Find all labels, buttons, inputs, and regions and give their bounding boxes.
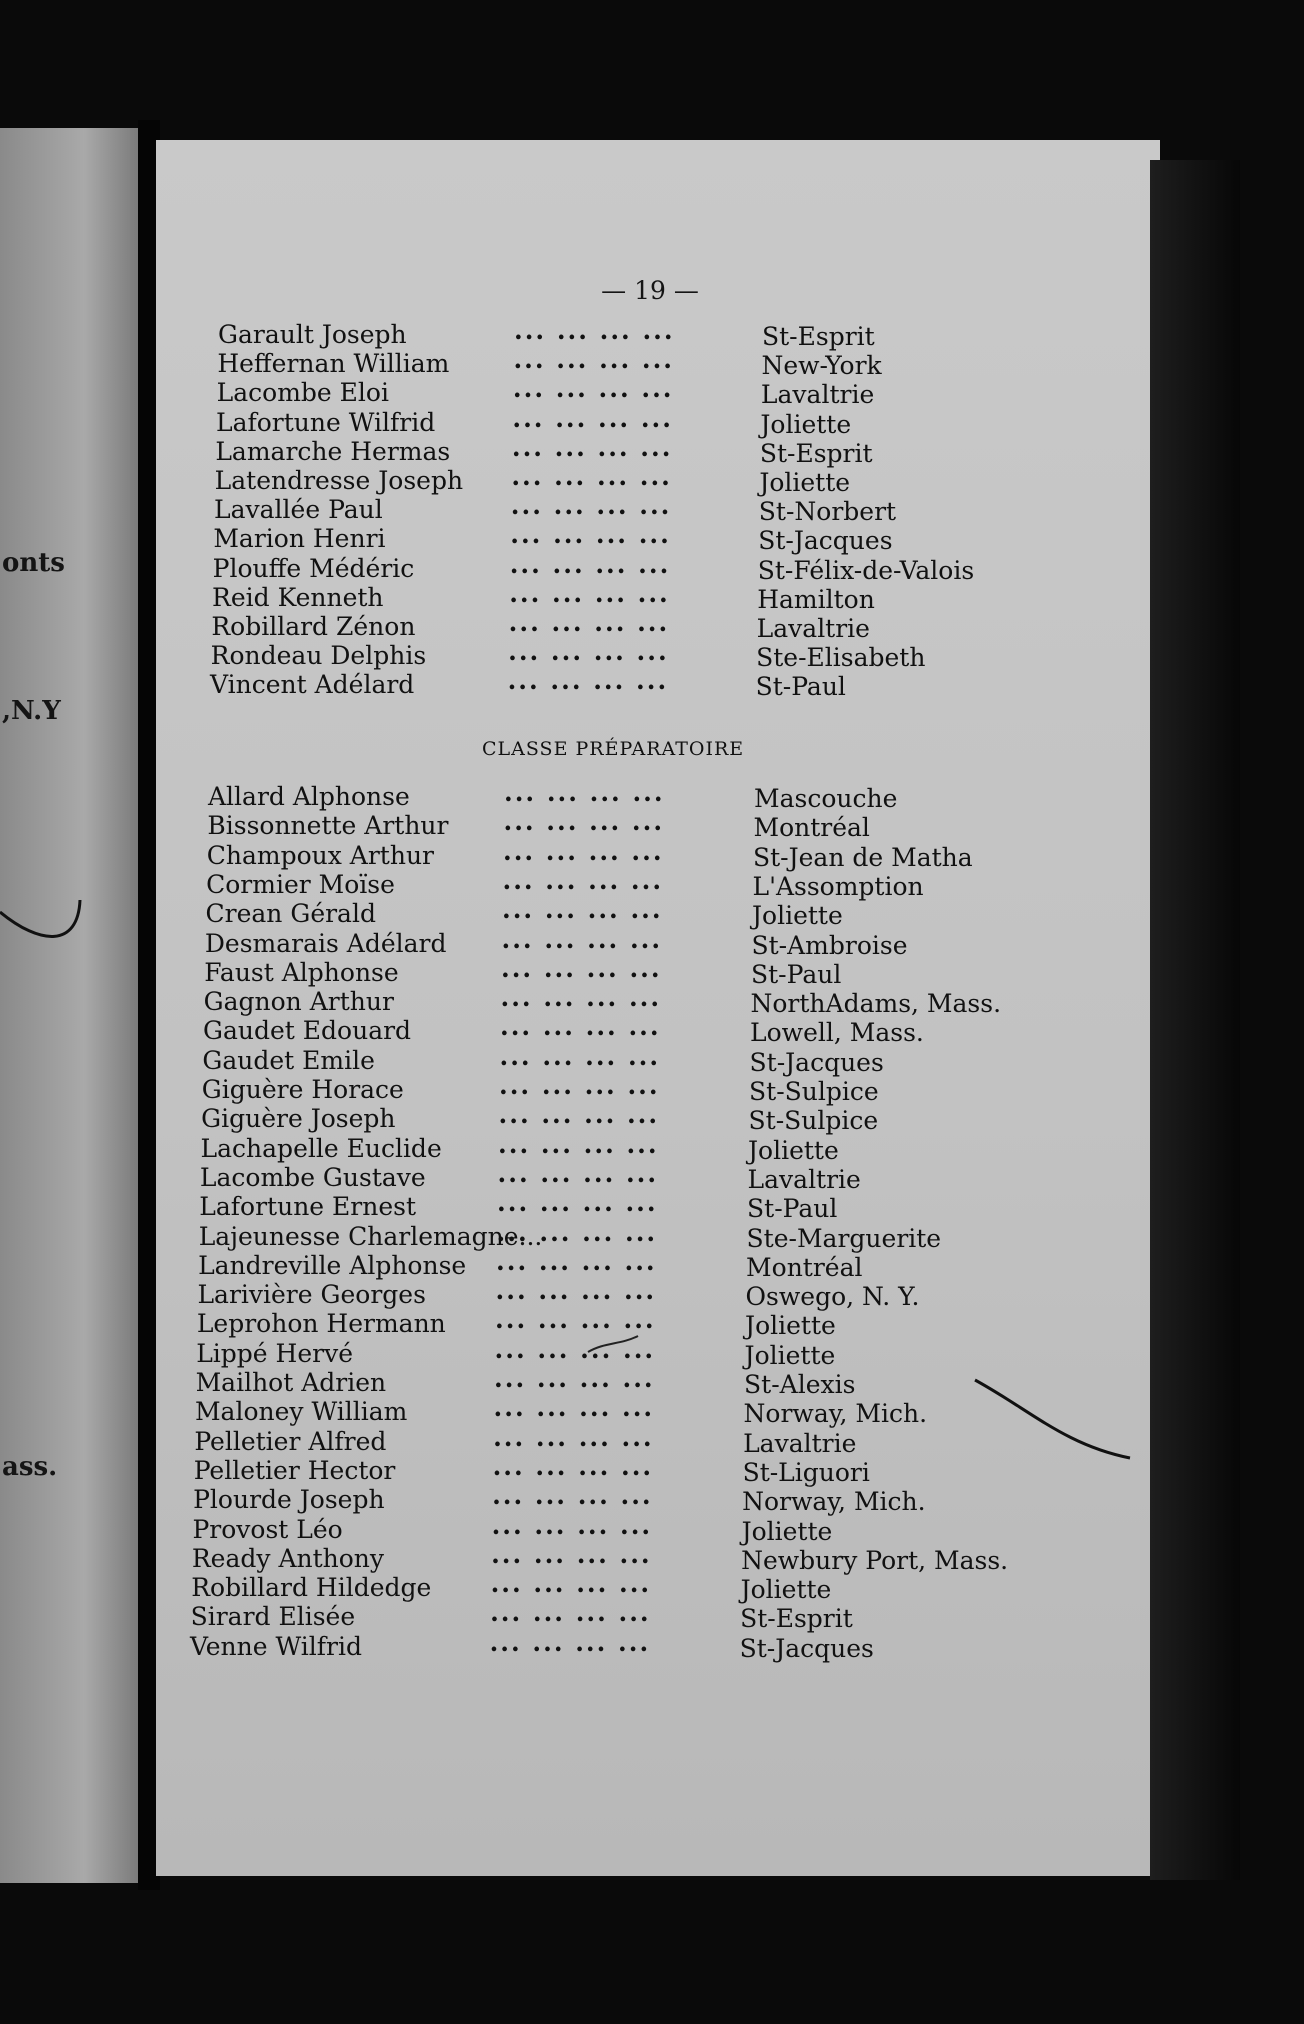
hometown: Newbury Port, Mass.: [741, 1545, 1009, 1575]
leader-dots: ... ... ... ...: [495, 1276, 657, 1306]
leader-dots: ... ... ... ...: [499, 1071, 660, 1100]
leader-dots: ... ... ... ...: [491, 1510, 653, 1540]
student-name: Giguère Horace: [201, 1075, 404, 1104]
hometown: St-Jacques: [739, 1633, 874, 1663]
leader-dots: ... ... ... ...: [509, 549, 671, 579]
student-name: Lacombe Eloi: [216, 378, 389, 408]
student-name: Latendresse Joseph: [214, 466, 464, 495]
student-name: Gaudet Edouard: [203, 1016, 412, 1046]
student-name: Lacombe Gustave: [199, 1162, 426, 1192]
student-name: Larivière Georges: [197, 1280, 426, 1310]
hometown: Lowell, Mass.: [750, 1018, 924, 1048]
leader-dots: ... ... ... ...: [510, 491, 672, 521]
hometown: Lavaltrie: [760, 380, 875, 410]
leader-dots: ... ... ... ...: [511, 432, 673, 462]
leader-dots: ... ... ... ...: [507, 666, 669, 696]
student-name: Maloney William: [194, 1397, 408, 1427]
left-page-fragment: ,N.Y: [2, 696, 61, 726]
student-name: Reid Kenneth: [212, 582, 384, 612]
hometown: Joliette: [744, 1340, 836, 1370]
hometown: Lavaltrie: [747, 1164, 861, 1194]
student-name: Ready Anthony: [191, 1543, 385, 1573]
student-name: Gagnon Arthur: [203, 987, 394, 1017]
section-heading: CLASSE PRÉPARATOIRE: [482, 738, 745, 760]
hometown: St-Paul: [755, 672, 846, 702]
student-name: Cormier Moïse: [206, 869, 395, 899]
student-name: Lavallée Paul: [214, 495, 383, 525]
leader-dots: ... ... ... ...: [495, 1305, 656, 1335]
hometown: St-Alexis: [744, 1370, 856, 1399]
student-name: Lajeunesse Charlemagne...: [198, 1221, 543, 1251]
student-name: Lafortune Ernest: [199, 1192, 417, 1222]
leader-dots: ... ... ... ...: [494, 1364, 655, 1393]
student-name: Mailhot Adrien: [195, 1368, 387, 1397]
leader-dots: ... ... ... ...: [513, 345, 675, 375]
student-name: Gaudet Emile: [202, 1045, 375, 1075]
leader-dots: ... ... ... ...: [514, 316, 675, 345]
hometown: St-Félix-de-Valois: [757, 555, 975, 585]
hometown: NorthAdams, Mass.: [750, 989, 1002, 1019]
leader-dots: ... ... ... ...: [512, 374, 674, 404]
hometown: St-Sulpice: [748, 1106, 879, 1136]
student-name: Garault Joseph: [218, 320, 407, 349]
leader-dots: ... ... ... ...: [497, 1188, 658, 1218]
hometown: Joliette: [740, 1575, 832, 1605]
leader-dots: ... ... ... ...: [510, 520, 671, 550]
leader-dots: ... ... ... ...: [502, 836, 664, 866]
student-name: Lamarche Hermas: [215, 436, 451, 466]
leader-dots: ... ... ... ...: [511, 462, 672, 491]
student-name: Marion Henri: [213, 524, 386, 554]
hometown: St-Esprit: [740, 1604, 853, 1634]
leader-dots: ... ... ... ...: [501, 924, 663, 954]
student-name: Robillard Zénon: [211, 612, 416, 641]
leader-dots: ... ... ... ...: [508, 637, 669, 667]
hometown: Joliette: [760, 409, 852, 439]
leader-dots: ... ... ... ...: [492, 1481, 653, 1511]
student-name: Lafortune Wilfrid: [216, 407, 436, 437]
student-name: Provost Léo: [192, 1514, 343, 1544]
student-name: Pelletier Alfred: [194, 1426, 387, 1456]
hometown: Joliette: [752, 901, 843, 931]
leader-dots: ... ... ... ...: [502, 895, 663, 925]
student-name: Robillard Hildedge: [191, 1573, 432, 1603]
hometown: St-Jacques: [749, 1047, 884, 1077]
hometown: St-Esprit: [762, 322, 875, 351]
leader-dots: ... ... ... ...: [502, 865, 664, 895]
leader-dots: ... ... ... ...: [493, 1422, 654, 1452]
student-name: Sirard Elisée: [190, 1602, 356, 1632]
hometown: Hamilton: [757, 584, 875, 614]
leader-dots: ... ... ... ...: [508, 608, 670, 637]
hometown: St-Sulpice: [749, 1077, 879, 1106]
leader-dots: ... ... ... ...: [498, 1100, 660, 1130]
leader-dots: ... ... ... ...: [491, 1539, 652, 1569]
student-name: Landreville Alphonse: [198, 1250, 467, 1280]
hometown: St-Paul: [751, 959, 842, 989]
leader-dots: ... ... ... ...: [489, 1627, 651, 1657]
hometown: Joliette: [745, 1311, 836, 1341]
left-page-fragment: ass.: [2, 1452, 58, 1482]
hometown: Oswego, N. Y.: [745, 1282, 920, 1312]
hometown: Norway, Mich.: [742, 1487, 926, 1517]
hometown: Lavaltrie: [743, 1428, 857, 1458]
student-name: Leprohon Hermann: [196, 1309, 446, 1339]
student-name: Faust Alphonse: [204, 957, 399, 987]
student-name: Lachapelle Euclide: [200, 1133, 442, 1163]
leader-dots: ... ... ... ...: [497, 1158, 659, 1188]
hometown: Norway, Mich.: [743, 1399, 928, 1429]
leader-dots: ... ... ... ...: [496, 1217, 658, 1247]
leader-dots: ... ... ... ...: [512, 403, 673, 433]
leader-dots: ... ... ... ...: [496, 1246, 657, 1276]
leader-dots: ... ... ... ...: [500, 1012, 661, 1042]
student-name: Venne Wilfrid: [190, 1631, 362, 1661]
student-name: Bissonnette Arthur: [207, 811, 449, 841]
hometown: Montréal: [753, 813, 870, 843]
leader-dots: ... ... ... ...: [501, 953, 662, 983]
hometown: Lavaltrie: [756, 614, 870, 643]
student-name: Champoux Arthur: [206, 840, 434, 870]
student-name: Vincent Adélard: [210, 670, 415, 700]
student-name: Crean Gérald: [205, 899, 376, 929]
leader-dots: ... ... ... ...: [500, 983, 662, 1013]
leader-dots: ... ... ... ...: [494, 1334, 656, 1364]
student-name: Lippé Hervé: [196, 1338, 354, 1368]
hometown: Joliette: [759, 468, 851, 497]
left-page-fragment: onts: [2, 548, 65, 578]
student-name: Heffernan William: [217, 349, 450, 379]
hometown: Mascouche: [754, 784, 898, 813]
hometown: St-Esprit: [759, 438, 873, 468]
hometown: Joliette: [741, 1516, 833, 1546]
hometown: New-York: [761, 351, 882, 381]
hometown: St-Ambroise: [751, 930, 908, 960]
leader-dots: ... ... ... ...: [492, 1451, 654, 1481]
leader-dots: ... ... ... ...: [493, 1393, 655, 1423]
leader-dots: ... ... ... ...: [490, 1569, 652, 1599]
hometown: St-Jean de Matha: [752, 842, 973, 872]
leader-dots: ... ... ... ...: [490, 1598, 651, 1628]
student-name: Allard Alphonse: [208, 782, 410, 811]
leader-dots: ... ... ... ...: [503, 807, 665, 837]
leader-dots: ... ... ... ...: [509, 578, 670, 608]
page-number: — 19 —: [601, 276, 699, 305]
leader-dots: ... ... ... ...: [504, 778, 665, 807]
student-name: Rondeau Delphis: [210, 641, 427, 671]
hometown: Montréal: [746, 1252, 863, 1282]
hometown: St-Paul: [747, 1194, 838, 1224]
student-name: Plourde Joseph: [193, 1485, 385, 1515]
student-name: Plouffe Médéric: [212, 553, 415, 583]
hometown: St-Jacques: [758, 526, 893, 556]
leader-dots: ... ... ... ...: [499, 1041, 661, 1071]
student-name: Pelletier Hector: [193, 1455, 396, 1485]
hometown: St-Norbert: [758, 497, 897, 527]
hometown: Ste-Marguerite: [746, 1223, 942, 1253]
hometown: St-Liguori: [742, 1457, 870, 1487]
hometown: Ste-Elisabeth: [756, 643, 926, 673]
student-name: Desmarais Adélard: [204, 928, 447, 958]
hometown: L'Assomption: [752, 871, 924, 901]
student-name: Giguère Joseph: [201, 1104, 396, 1134]
leader-dots: ... ... ... ...: [498, 1129, 659, 1159]
hometown: Joliette: [748, 1135, 839, 1165]
